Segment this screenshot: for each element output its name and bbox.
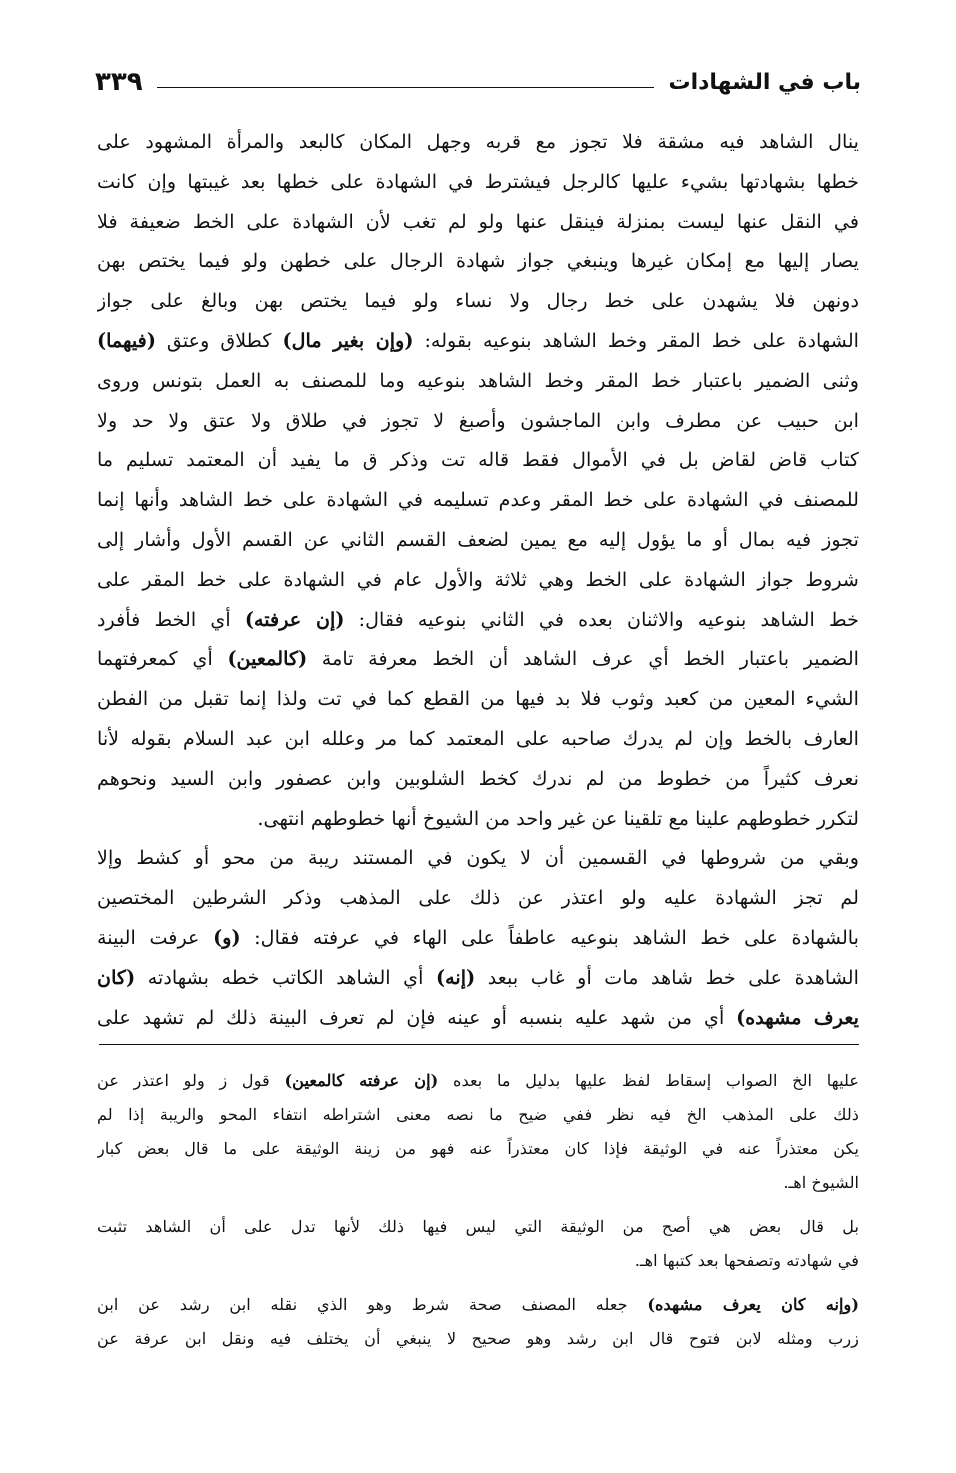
- text-run: الضمير باعتبار الخط أي عرف الشاهد أن الخط معرفة تامة: [307, 647, 859, 671]
- footnote-line: [97, 1322, 859, 1356]
- text-line: [97, 162, 859, 202]
- text-line: [97, 799, 859, 839]
- text-line: [97, 838, 859, 878]
- text-line: [97, 918, 859, 958]
- text-line: [97, 878, 859, 918]
- bold-quote: (و): [213, 925, 241, 949]
- text-run: ذلك على المذهب الخ فيه نظر ففي ضيح ما نصه معنى اشتراطه انتفاء المحو والريبة إذا لم: [97, 1105, 859, 1124]
- text-run: كتاب قاض لقاض بل في الأموال فقط قاله تت وذكر ق ما يفيد أن المعتمد تسليم ما: [97, 448, 859, 472]
- chapter-title: باب في الشهادات: [668, 69, 861, 95]
- text-run: خط الشاهد بنوعيه والاثنان بعده في الثاني بنوعيه فقال:: [344, 607, 859, 631]
- text-run: دونهن فلا يشهدن على خط رجال ولا نساء ولو فيما يختص بهن وبالغ على جواز: [97, 289, 859, 313]
- text-run: قول ز ولو اعتذر عن: [97, 1071, 285, 1090]
- text-run: ينال الشاهد فيه مشقة فلا تجوز مع قربه وجهل المكان كالبعد والمرأة المشهود على: [97, 130, 859, 153]
- bold-quote: (إنه): [436, 965, 476, 989]
- text-line: [97, 998, 859, 1038]
- paragraph-gap: [97, 1278, 859, 1288]
- text-run: جعله المصنف صحة شرط وهو الذي نقله ابن رشد عن ابن: [97, 1295, 648, 1314]
- text-line: [97, 560, 859, 600]
- text-line: [97, 321, 859, 361]
- text-run: يكن معتذراً عنه في الوثيقة فإذا كان معتذراً عنه فهو من زينة الوثيقة على ما قال بعض كبار: [97, 1139, 859, 1158]
- text-run: أي كمعرفتهما: [97, 647, 228, 671]
- text-run: بل قال بعض هي أصح من الوثيقة التي ليس فيها ذلك لأنها تدل على أن الشاهد تثبت: [97, 1217, 859, 1236]
- text-line: [97, 520, 859, 560]
- text-line: [97, 440, 859, 480]
- text-line: [97, 639, 859, 679]
- text-run: العارف بالخط وإن لم يدرك صاحبه على المعتمد كما مر وعلله ابن عبد السلام بقوله لأنا: [97, 726, 859, 750]
- text-run: تجوز فيه بمال أو ما يؤول إليه مع يمين لضعف القسم الثاني عن القسم الأول وأشار إلى: [97, 527, 859, 551]
- text-run: في النقل عنها ليست بمنزلة فينقل عنها ولو لم تغب لأن الشهادة على الخط ضعيفة فلا: [97, 209, 859, 233]
- text-run: شروط جواز الشهادة على الخط وهي ثلاثة والأول عام في الشهادة على خط المقر على: [97, 567, 859, 591]
- paragraph-gap: [97, 1200, 859, 1210]
- text-line: [97, 759, 859, 799]
- text-run: ابن حبيب عن مطرف وابن الماجشون وأصبغ لا تجوز في طلاق ولا عتق ولا حد ولا: [97, 408, 859, 432]
- text-run: يصار إليها مع إمكان غيرها وينبغي جواز شهادة الرجال على خطهن ولو فيما يختص بهن: [97, 249, 859, 273]
- bold-quote: (إن عرفته): [244, 607, 345, 631]
- text-line: [97, 600, 859, 640]
- text-line: [97, 958, 859, 998]
- text-line: [97, 480, 859, 520]
- text-line: [97, 241, 859, 281]
- text-run: زرب ومثله لابن فتوح قال ابن رشد وهو صحيح لا ينبغي أن يختلف فيه ونقل ابن عرفة عن: [97, 1329, 859, 1348]
- page-number: ٣٣٩: [95, 67, 143, 97]
- text-run: نعرف كثيراً من خطوط من لم ندرك كخط الشلوبين وابن عصفور وابن السيد ونحوهم: [97, 766, 859, 790]
- text-line: [97, 281, 859, 321]
- footnote-line: [97, 1132, 859, 1166]
- text-run: لم تجز الشهادة عليه ولو اعتذر عن ذلك على المذهب وذكر الشرطين المختصين: [97, 886, 859, 910]
- text-run: بالشهادة على خط الشاهد بنوعيه عاطفاً على الهاء في عرفته فقال:: [240, 925, 859, 949]
- bold-quote: يعرف مشهده): [736, 1005, 859, 1029]
- footnote-line: [97, 1288, 859, 1322]
- text-run: الشيء المعين من كعبد وثوب فلا بد فيها من القطع كما في تت ولذا إنما تقبل من الفطن: [97, 687, 859, 711]
- text-run: وبقي من شروطها في القسمين أن لا يكون في المستند ريبة من محو أو كشط وإلا: [97, 846, 859, 870]
- text-line: [97, 719, 859, 759]
- running-header: [95, 58, 861, 106]
- footnote-line: [97, 1244, 859, 1278]
- footnote-line: [97, 1098, 859, 1132]
- text-line: [97, 361, 859, 401]
- text-line: [97, 679, 859, 719]
- header-rule: [157, 87, 655, 88]
- text-line: [97, 401, 859, 441]
- bold-quote: (وإنه كان يعرف مشهده): [647, 1295, 859, 1314]
- text-run: في شهادته وتصفحها بعد كتبها اهـ.: [634, 1251, 859, 1270]
- bold-quote: (كان: [97, 965, 136, 989]
- footnote-line: [97, 1210, 859, 1244]
- bold-quote: (كالمعين): [227, 647, 308, 671]
- text-run: الشاهدة على خط شاهد مات أو غاب ببعد: [475, 965, 859, 989]
- text-run: الشيوخ اهـ.: [783, 1173, 859, 1192]
- bold-quote: (فيهما): [97, 328, 156, 352]
- text-run: وثنى الضمير باعتبار خط المقر وخط الشاهد بنوعيه وما للمصنف به العمل بتونس وروى: [97, 368, 859, 392]
- text-run: الشهادة على خط المقر وخط الشاهد بنوعيه بقوله:: [413, 328, 859, 352]
- text-run: أي الشاهد الكاتب خطه بشهادته: [135, 965, 437, 989]
- text-run: عليها الخ الصواب إسقاط لفظ عليها بدليل ما بعده: [438, 1071, 859, 1090]
- text-run: كطلاق وعتق: [155, 328, 283, 352]
- footnote-divider: [99, 1044, 859, 1045]
- text-run: أي من شهد عليه بنسبه أو عينه فإن لم تعرف البينة ذلك لم تشهد على: [97, 1005, 737, 1029]
- main-text: [97, 122, 859, 1037]
- bold-quote: (وإن بغير مال): [282, 328, 414, 352]
- text-run: لتكرر خطوطهم علينا مع تلقينا عن غير واحد من الشيوخ أنها خطوطهم انتهى.: [257, 806, 859, 830]
- text-run: أي الخط فأفرد: [97, 607, 245, 631]
- bold-quote: (إن عرفته كالمعين): [284, 1071, 439, 1090]
- footnote-line: [97, 1064, 859, 1098]
- text-run: عرفت البينة: [97, 925, 214, 949]
- footnote-line: [97, 1166, 859, 1200]
- footnotes: [97, 1064, 859, 1356]
- text-run: خطها بشهادتها بشيء عليها كالرجل فيشترط في الشهادة على خطها بعد غيبتها وإن كانت: [97, 169, 859, 193]
- text-line: [97, 122, 859, 162]
- text-line: [97, 202, 859, 242]
- text-run: للمصنف في الشهادة على خط المقر وعدم تسليمه في الشهادة على خط الشاهد وأنها إنما: [97, 488, 859, 512]
